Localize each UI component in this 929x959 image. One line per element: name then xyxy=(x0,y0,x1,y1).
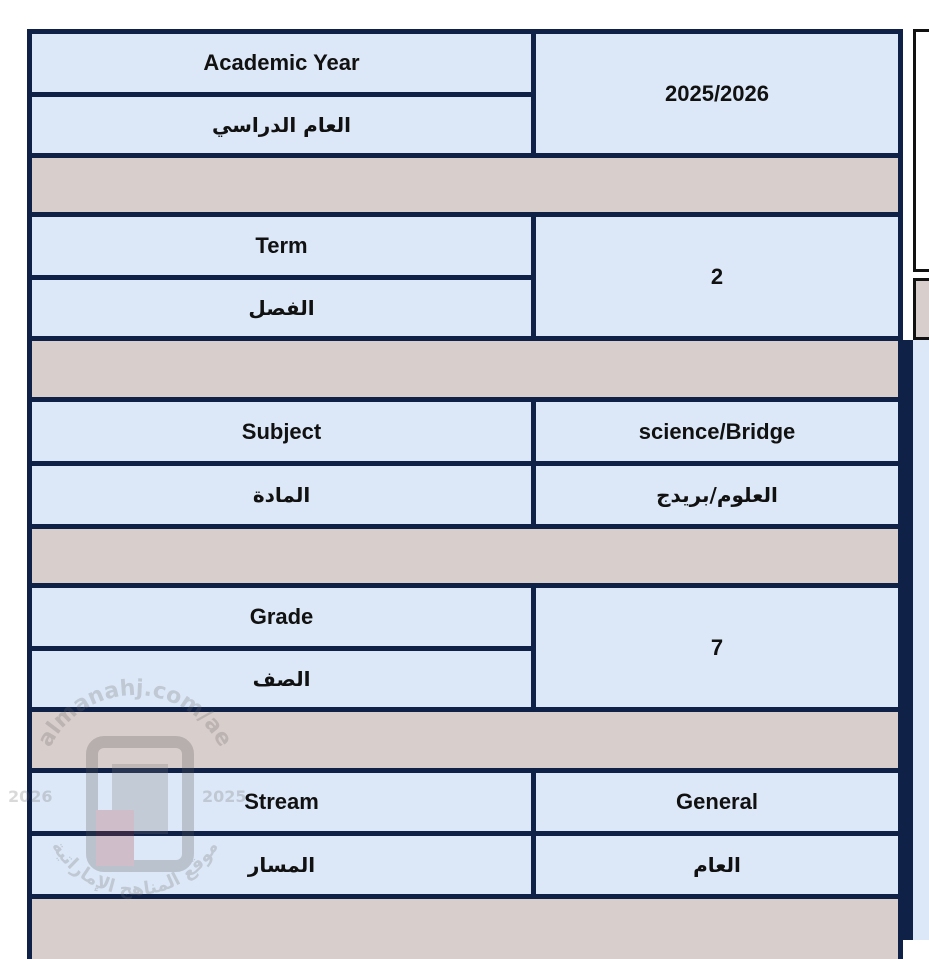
side-panel-band xyxy=(913,278,929,340)
info-table xyxy=(27,29,903,959)
term-label-ar: الفصل xyxy=(32,280,531,336)
stream-value-ar: العام xyxy=(536,836,898,894)
watermark-year-right: 2025 xyxy=(202,787,247,806)
term-value: 2 xyxy=(536,217,898,336)
watermark-arabic-text: موقع المناهج الإماراتية xyxy=(47,837,223,901)
subject-value-ar: العلوم/بريدج xyxy=(536,466,898,524)
grade-label-ar: الصف xyxy=(32,651,531,707)
watermark-year-left: 2026 xyxy=(8,787,53,806)
side-panel-fill xyxy=(913,340,929,940)
separator-band xyxy=(32,712,898,768)
stream-label-ar: المسار xyxy=(32,836,531,894)
stream-label-en: Stream xyxy=(32,773,531,831)
separator-band xyxy=(32,899,898,959)
grade-label-en: Grade xyxy=(32,588,531,646)
academic-year-label-ar: العام الدراسي xyxy=(32,97,531,153)
academic-year-label-en: Academic Year xyxy=(32,34,531,92)
watermark-url-text: almanahj.com/ae xyxy=(33,675,237,752)
academic-year-value: 2025/2026 xyxy=(536,34,898,153)
subject-label-ar: المادة xyxy=(32,466,531,524)
separator-band xyxy=(32,158,898,212)
stream-value-en: General xyxy=(536,773,898,831)
term-label-en: Term xyxy=(32,217,531,275)
grade-value: 7 xyxy=(536,588,898,707)
side-panel-border xyxy=(903,340,913,940)
subject-label-en: Subject xyxy=(32,402,531,461)
side-panel-box xyxy=(913,29,929,272)
separator-band xyxy=(32,341,898,397)
subject-value-en: science/Bridge xyxy=(536,402,898,461)
separator-band xyxy=(32,529,898,583)
